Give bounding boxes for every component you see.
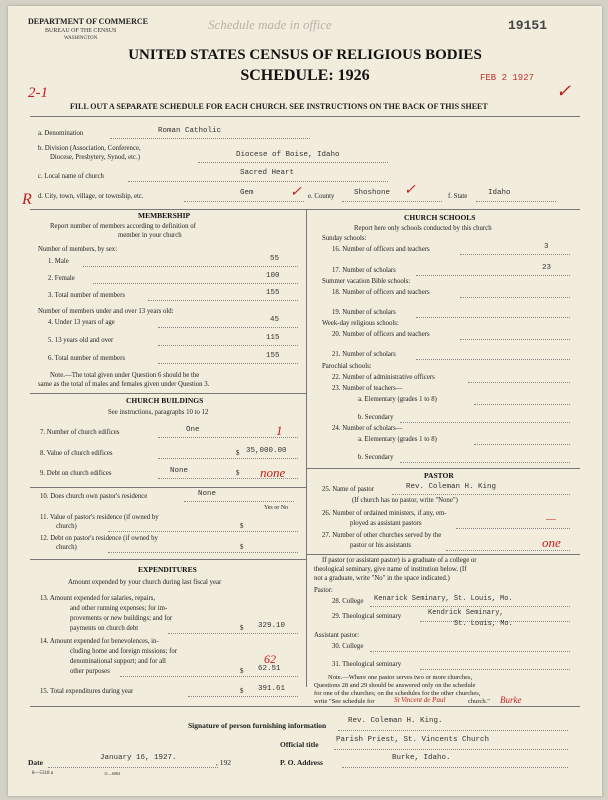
po-address-label: P. O. Address [280, 758, 323, 767]
q13-label: 13. Amount expended for salaries, repairs, [40, 595, 156, 602]
local-name-label: c. Local name of church [38, 173, 104, 180]
q28-label: 28. College [332, 598, 364, 605]
q15-value: 391.61 [258, 685, 286, 693]
q23-label: 23. Number of teachers— [332, 385, 403, 392]
q13-label-2: and other running expenses; for im- [70, 605, 168, 612]
local-name-value: Sacred Heart [240, 169, 295, 177]
q13-value: 329.10 [258, 622, 286, 630]
check-mark-icon: ✓ [290, 185, 302, 200]
q23b-label: b. Secondary [358, 414, 394, 421]
state-label: f. State [448, 193, 468, 200]
q4-value: 45 [270, 316, 280, 324]
q12-label-2: church) [56, 544, 77, 551]
parochial-schools-label: Parochial schools: [322, 363, 372, 370]
official-title-label: Official title [280, 740, 319, 749]
handwritten-church-name: St Vincent de Paul [394, 696, 446, 704]
division-value: Diocese of Boise, Idaho [236, 151, 340, 159]
schools-heading: CHURCH SCHOOLS [404, 213, 476, 222]
q13-label-4: payments on church debt [70, 625, 139, 632]
pastor-note-3: for one of the churches; on the schedules for the other churches, [314, 690, 481, 697]
date-label: Date [28, 758, 43, 767]
pastor-note-4: write "See schedule for [314, 698, 375, 705]
dollar-sign: $ [240, 688, 244, 695]
q1-value: 55 [270, 255, 280, 263]
form-number: 8—5318 a [32, 771, 53, 776]
q21-label: 21. Number of scholars [332, 351, 396, 358]
q1-label: 1. Male [48, 258, 69, 265]
q26-label-2: ployed as assistant pastors [350, 520, 422, 527]
q17-label: 17. Number of scholars [332, 267, 396, 274]
graduate-instruction-2: theological seminary, give name of institution below. (If [314, 566, 467, 573]
bureau-label: BUREAU OF THE CENSUS [45, 28, 117, 34]
graduate-instruction-3: not a graduate, write "No" in the space indicated.) [314, 575, 450, 582]
q27-label: 27. Number of other churches served by the [322, 532, 442, 539]
serial-number: 19151 [508, 18, 548, 33]
dollar-sign: $ [240, 544, 244, 551]
dollar-sign: $ [236, 450, 240, 457]
q22-label: 22. Number of administrative officers [332, 374, 435, 381]
q29-value-2: St. Louis, Mo. [454, 620, 513, 628]
q30-label: 30. College [332, 643, 364, 650]
q14-red-value: 62 [264, 652, 276, 666]
q29-value: Kendrick Seminary, [428, 609, 504, 617]
county-label: e. County [308, 193, 335, 200]
by-sex-label: Number of members, by sex: [38, 246, 118, 253]
q18-label: 18. Number of officers and teachers [332, 289, 430, 296]
q19-label: 19. Number of scholars [332, 309, 396, 316]
page-title: UNITED STATES CENSUS OF RELIGIOUS BODIES [128, 47, 482, 63]
signature-value: Rev. Coleman H. King. [348, 717, 443, 725]
census-schedule-sheet [8, 6, 602, 796]
q10-label: 10. Does church own pastor's residence [40, 493, 148, 500]
q3-label: 3. Total number of members [48, 292, 125, 299]
dollar-sign: $ [240, 523, 244, 530]
q8-label: 8. Value of church edifices [40, 450, 113, 457]
state-value: Idaho [488, 189, 511, 197]
red-dash: — [546, 513, 556, 525]
q6-label: 6. Total number of members [48, 355, 125, 362]
dollar-sign: $ [236, 470, 240, 477]
received-date-stamp: FEB 2 1927 [480, 73, 535, 83]
city-value: Gem [240, 189, 254, 197]
pastor-note: Note.—Where one pastor serves two or more churches, [328, 674, 473, 681]
check-mark-icon: ✓ [404, 183, 416, 198]
q25-value: Rev. Coleman H. King [406, 483, 497, 491]
city-label: d. City, town, village, or township, etc. [38, 193, 144, 200]
q31-label: 31. Theological seminary [332, 661, 402, 668]
schedule-year-title: SCHEDULE: 1926 [240, 67, 370, 84]
q8-value: 35,000.00 [246, 447, 287, 455]
q14-label-2: cluding home and foreign missions; for [70, 648, 178, 655]
membership-heading: MEMBERSHIP [138, 211, 191, 220]
q28-value: Kenarick Seminary, St. Louis, Mo. [374, 595, 513, 603]
q14-label: 14. Amount expended for benevolences, in- [40, 638, 159, 645]
q24a-label: a. Elementary (grades 1 to 8) [358, 436, 437, 443]
expenditures-heading: EXPENDITURES [138, 565, 197, 574]
po-address-value: Burke, Idaho. [392, 754, 451, 762]
q6-value: 155 [266, 352, 280, 360]
q13-label-3: provements or new buildings; and for [70, 615, 173, 622]
red-file-mark: 2-1 [28, 85, 48, 101]
pastor-note-2: Questions 28 and 29 should be answered only on the schedule [314, 682, 476, 689]
graduate-instruction: If pastor (or assistant pastor) is a graduate of a college or [322, 557, 477, 564]
q3-value: 155 [266, 289, 280, 297]
q10-value: None [198, 490, 217, 498]
weekday-schools-label: Week-day religious schools: [322, 320, 399, 327]
q11-label-2: church) [56, 523, 77, 530]
expenditures-subtitle: Amount expended by your church during last fiscal year [68, 579, 222, 586]
age-label: Number of members under and over 13 years old: [38, 308, 174, 315]
date-suffix: , 192 [216, 758, 231, 767]
dollar-sign: $ [240, 668, 244, 675]
buildings-subtitle: See instructions, paragraphs 10 to 12 [108, 409, 209, 416]
q15-label: 15. Total expenditures during year [40, 688, 134, 695]
denomination-label: a. Denomination [38, 130, 84, 137]
county-value: Shoshone [354, 189, 391, 197]
denomination-value: Roman Catholic [158, 127, 222, 135]
q25-note: (If church has no pastor, write "None") [352, 497, 458, 504]
yes-no-hint: Yes or No [264, 505, 289, 511]
pencil-note: Schedule made in office [208, 17, 332, 32]
handwritten-town: Burke [500, 695, 522, 705]
department-label: DEPARTMENT OF COMMERCE [28, 17, 149, 26]
q9-value: None [170, 467, 189, 475]
division-label-2: Diocese, Presbytery, Synod, etc.) [50, 154, 140, 161]
signature-label: Signature of person furnishing information [188, 721, 327, 730]
q11-label: 11. Value of pastor's residence (if owned by [40, 514, 159, 521]
buildings-heading: CHURCH BUILDINGS [126, 396, 204, 405]
q16-label: 16. Number of officers and teachers [332, 246, 430, 253]
q24-label: 24. Number of scholars— [332, 425, 403, 432]
q16-value: 3 [544, 243, 549, 251]
official-title-value: Parish Priest, St. Vincents Church [336, 736, 490, 744]
q14-label-3: denominational support; and for all [70, 658, 166, 665]
instruction-line: FILL OUT A SEPARATE SCHEDULE FOR EACH CHURCH. SEE INSTRUCTIONS ON THE BACK OF THIS SHEET [70, 102, 488, 111]
q5-value: 115 [266, 334, 280, 342]
membership-subtitle-2: member in your church [118, 232, 182, 239]
q9-label: 9. Debt on church edifices [40, 470, 112, 477]
schools-subtitle: Report here only schools conducted by this church [354, 225, 492, 232]
dollar-sign: $ [240, 625, 244, 632]
q12-label: 12. Debt on pastor's residence (if owned by [40, 535, 158, 542]
membership-note-2: same as the total of males and females given under Question 3. [38, 381, 210, 388]
date-value: January 16, 1927. [100, 754, 177, 762]
assistant-pastor-label: Assistant pastor: [314, 632, 360, 639]
q14-value: 62.51 [258, 665, 281, 673]
q24b-label: b. Secondary [358, 454, 394, 461]
red-margin-mark: R [22, 191, 32, 208]
q7-label: 7. Number of church edifices [40, 429, 120, 436]
q29-label: 29. Theological seminary [332, 613, 402, 620]
pastor-note-4b: church." [468, 698, 490, 705]
q2-label: 2. Female [48, 275, 75, 282]
q27-label-2: pastor or his assistants [350, 542, 411, 549]
q2-value: 100 [266, 272, 280, 280]
divider [30, 116, 580, 117]
q26-label: 26. Number of ordained ministers, if any, em- [322, 510, 447, 517]
membership-note: Note.—The total given under Question 6 should be the [50, 372, 200, 379]
q17-value: 23 [542, 264, 552, 272]
q23a-label: a. Elementary (grades 1 to 8) [358, 396, 437, 403]
membership-subtitle: Report number of members according to definition of [50, 223, 196, 230]
summer-schools-label: Summer vacation Bible schools: [322, 278, 411, 285]
q14-label-4: other purposes [70, 668, 110, 675]
pastor-label: Pastor: [314, 587, 333, 594]
q27-red-value: one [542, 535, 561, 550]
division-label: b. Division (Association, Conference, [38, 145, 141, 152]
washington-label: WASHINGTON [64, 36, 98, 41]
pastor-heading: PASTOR [424, 471, 454, 480]
sunday-schools-label: Sunday schools: [322, 235, 367, 242]
check-mark-icon: ✓ [556, 81, 572, 101]
form-number-2: 11—6084 [104, 771, 120, 776]
q7-value: One [186, 426, 200, 434]
q9-red-value: none [260, 465, 286, 480]
q25-label: 25. Name of pastor [322, 486, 375, 493]
q20-label: 20. Number of officers and teachers [332, 331, 430, 338]
q5-label: 5. 13 years old and over [48, 337, 114, 344]
q7-red-value: 1 [276, 423, 283, 438]
q4-label: 4. Under 13 years of age [48, 319, 115, 326]
